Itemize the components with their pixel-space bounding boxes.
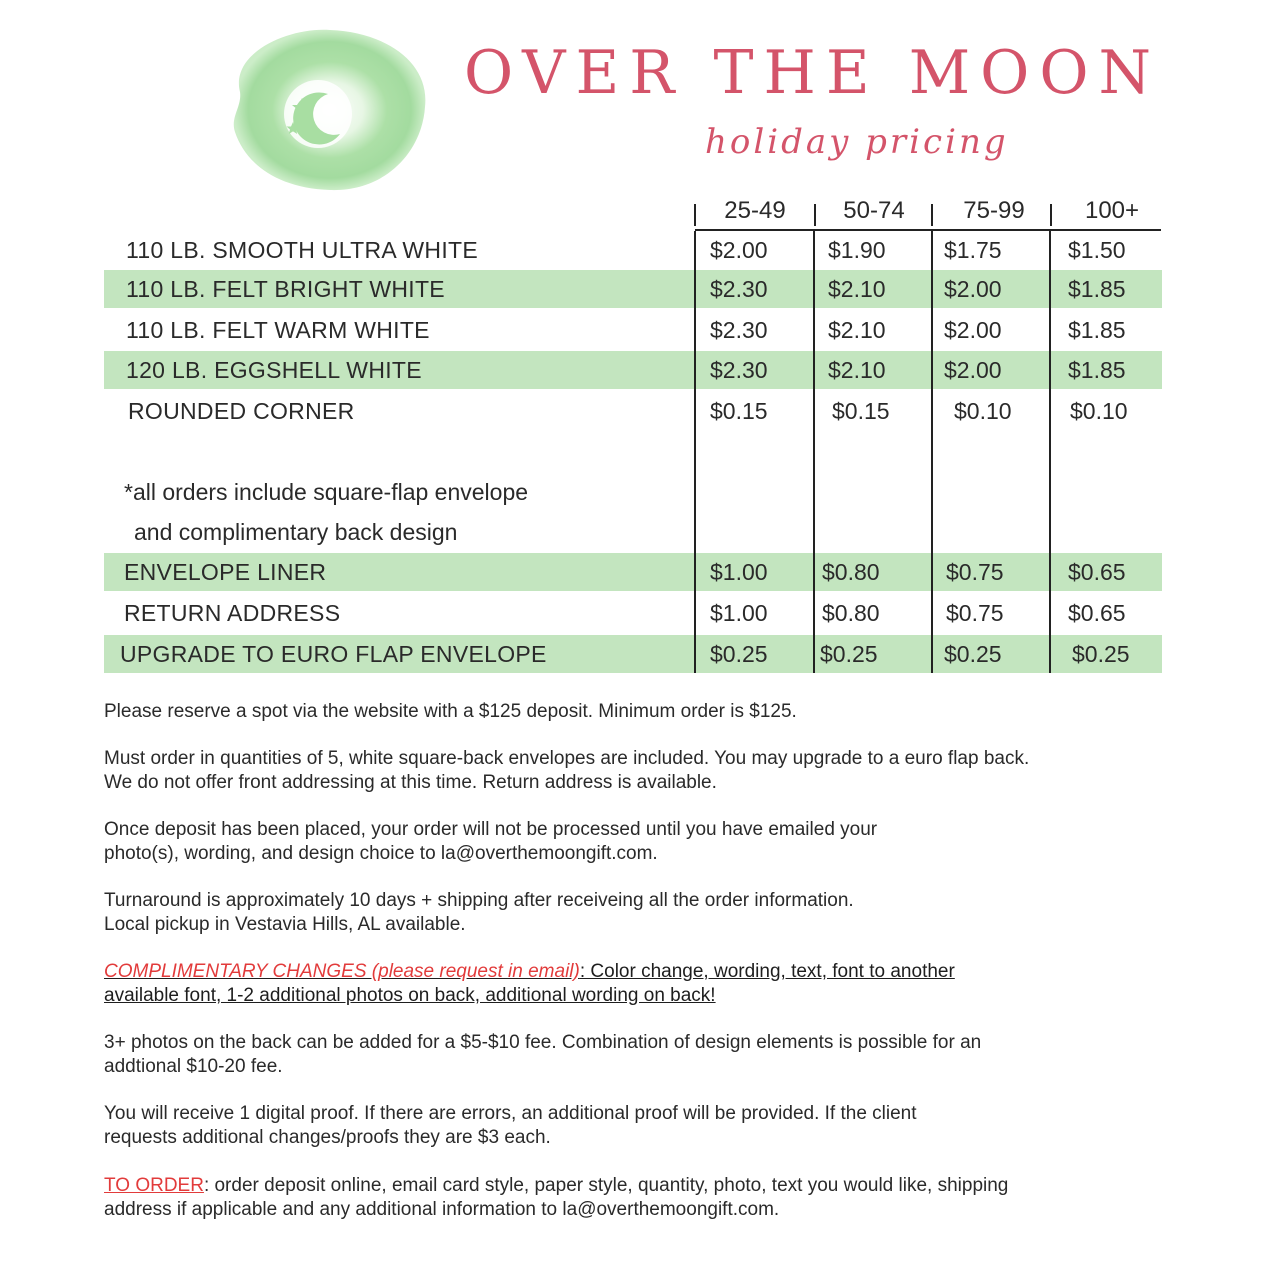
price-cell: $2.10	[828, 276, 886, 302]
info-line: We do not offer front addressing at this time. Return address is available.	[104, 772, 717, 793]
price-cell: $0.80	[822, 559, 880, 585]
price-cell: $0.25	[820, 641, 878, 667]
table-row	[104, 635, 1162, 673]
watercolor-moon-stars-icon	[200, 22, 440, 197]
column-divider	[1049, 231, 1051, 673]
price-cell: $2.10	[828, 317, 886, 343]
column-header: 100+	[1084, 197, 1140, 224]
price-cell: $0.25	[944, 641, 1002, 667]
price-cell: $2.00	[944, 276, 1002, 302]
row-label: UPGRADE TO EURO FLAP ENVELOPE	[120, 641, 547, 667]
table-row	[104, 392, 1162, 430]
price-cell: $0.65	[1068, 559, 1126, 585]
table-row	[104, 594, 1162, 632]
info-line: addtional $10-20 fee.	[104, 1056, 283, 1077]
header-divider	[1050, 204, 1052, 226]
price-cell: $2.30	[710, 357, 768, 383]
info-line: address if applicable and any additional information to la@overthemoongift.com.	[104, 1199, 780, 1220]
price-cell: $2.00	[944, 317, 1002, 343]
info-line: Once deposit has been placed, your order will not be processed until you have emailed your	[104, 819, 878, 840]
price-cell: $2.00	[710, 237, 768, 263]
envelope-note: *all orders include square-flap envelope	[124, 479, 529, 505]
row-label: 110 LB. FELT BRIGHT WHITE	[126, 276, 445, 302]
info-line: requests additional changes/proofs they are $3 each.	[104, 1127, 551, 1148]
column-header: 25-49	[724, 197, 786, 224]
price-cell: $0.80	[822, 600, 880, 626]
price-cell: $1.75	[944, 237, 1002, 263]
row-label: 110 LB. FELT WARM WHITE	[126, 317, 430, 343]
proof-paragraph	[104, 1102, 1184, 1150]
complimentary-changes-paragraph	[104, 960, 1184, 1008]
header-divider	[814, 204, 816, 226]
table-row	[104, 231, 1162, 269]
deposit-paragraph	[104, 700, 1184, 724]
price-cell: $0.25	[710, 641, 768, 667]
row-label: ENVELOPE LINER	[124, 559, 327, 585]
info-line: available font, 1-2 additional photos on back, additional wording on back!	[104, 985, 716, 1006]
info-line: 3+ photos on the back can be added for a $5-$10 fee. Combination of design elements is possible for an	[104, 1032, 982, 1053]
price-cell: $2.30	[710, 276, 768, 302]
price-cell: $2.00	[944, 357, 1002, 383]
price-cell: $0.15	[832, 398, 890, 424]
price-cell: $1.50	[1068, 237, 1126, 263]
price-cell: $1.00	[710, 559, 768, 585]
table-row	[104, 270, 1162, 308]
column-divider	[694, 231, 696, 673]
info-line: Turnaround is approximately 10 days + shipping after receiveing all the order information.	[104, 890, 854, 911]
processing-paragraph	[104, 818, 1184, 866]
info-line: photo(s), wording, and design choice to la@overthemoongift.com.	[104, 843, 658, 864]
price-cell: $0.10	[1070, 398, 1128, 424]
envelope-note: and complimentary back design	[134, 519, 458, 545]
price-cell: $0.25	[1072, 641, 1130, 667]
header-divider	[694, 204, 696, 226]
price-cell: $1.85	[1068, 276, 1126, 302]
column-header: 75-99	[963, 197, 1025, 224]
info-line: Must order in quantities of 5, white square-back envelopes are included. You may upgrade to a euro flap back.	[104, 748, 1030, 769]
photos-fee-paragraph	[104, 1031, 1184, 1079]
turnaround-paragraph	[104, 889, 1184, 937]
table-row	[104, 553, 1162, 591]
info-line: Local pickup in Vestavia Hills, AL available.	[104, 914, 466, 935]
to-order-heading: TO ORDER	[104, 1175, 204, 1196]
row-label: ROUNDED CORNER	[128, 398, 355, 424]
quantity-paragraph	[104, 747, 1184, 795]
table-row	[104, 311, 1162, 349]
table-row	[104, 351, 1162, 389]
info-line	[104, 1174, 1184, 1198]
row-label: 110 LB. SMOOTH ULTRA WHITE	[126, 237, 479, 263]
info-line	[104, 960, 1184, 984]
brand-subtitle: holiday pricing	[705, 122, 1009, 162]
info-text: : order deposit online, email card style, paper style, quantity, photo, text you would like, shipping	[203, 1175, 1009, 1196]
row-label: RETURN ADDRESS	[124, 600, 341, 626]
to-order-paragraph	[104, 1174, 1184, 1222]
price-cell: $0.65	[1068, 600, 1126, 626]
column-divider	[813, 231, 815, 673]
price-cell: $0.75	[946, 600, 1004, 626]
price-cell: $1.85	[1068, 357, 1126, 383]
price-cell: $1.00	[710, 600, 768, 626]
price-cell: $0.10	[954, 398, 1012, 424]
info-line: Please reserve a spot via the website with a $125 deposit. Minimum order is $125.	[104, 701, 797, 722]
brand-title: OVER THE MOON	[464, 38, 1162, 108]
complimentary-changes-heading: COMPLIMENTARY CHANGES (please request in email)	[104, 961, 580, 982]
column-header: 50-74	[843, 197, 905, 224]
price-cell: $2.10	[828, 357, 886, 383]
info-line: You will receive 1 digital proof. If there are errors, an additional proof will be provided. If the client	[104, 1103, 917, 1124]
column-divider	[931, 231, 933, 673]
row-label: 120 LB. EGGSHELL WHITE	[126, 357, 422, 383]
price-cell: $0.15	[710, 398, 768, 424]
price-cell: $1.85	[1068, 317, 1126, 343]
info-text: : Color change, wording, text, font to another	[579, 961, 955, 982]
header-divider	[931, 204, 933, 226]
price-cell: $1.90	[828, 237, 886, 263]
price-cell: $0.75	[946, 559, 1004, 585]
header-rule	[695, 229, 1161, 231]
price-cell: $2.30	[710, 317, 768, 343]
